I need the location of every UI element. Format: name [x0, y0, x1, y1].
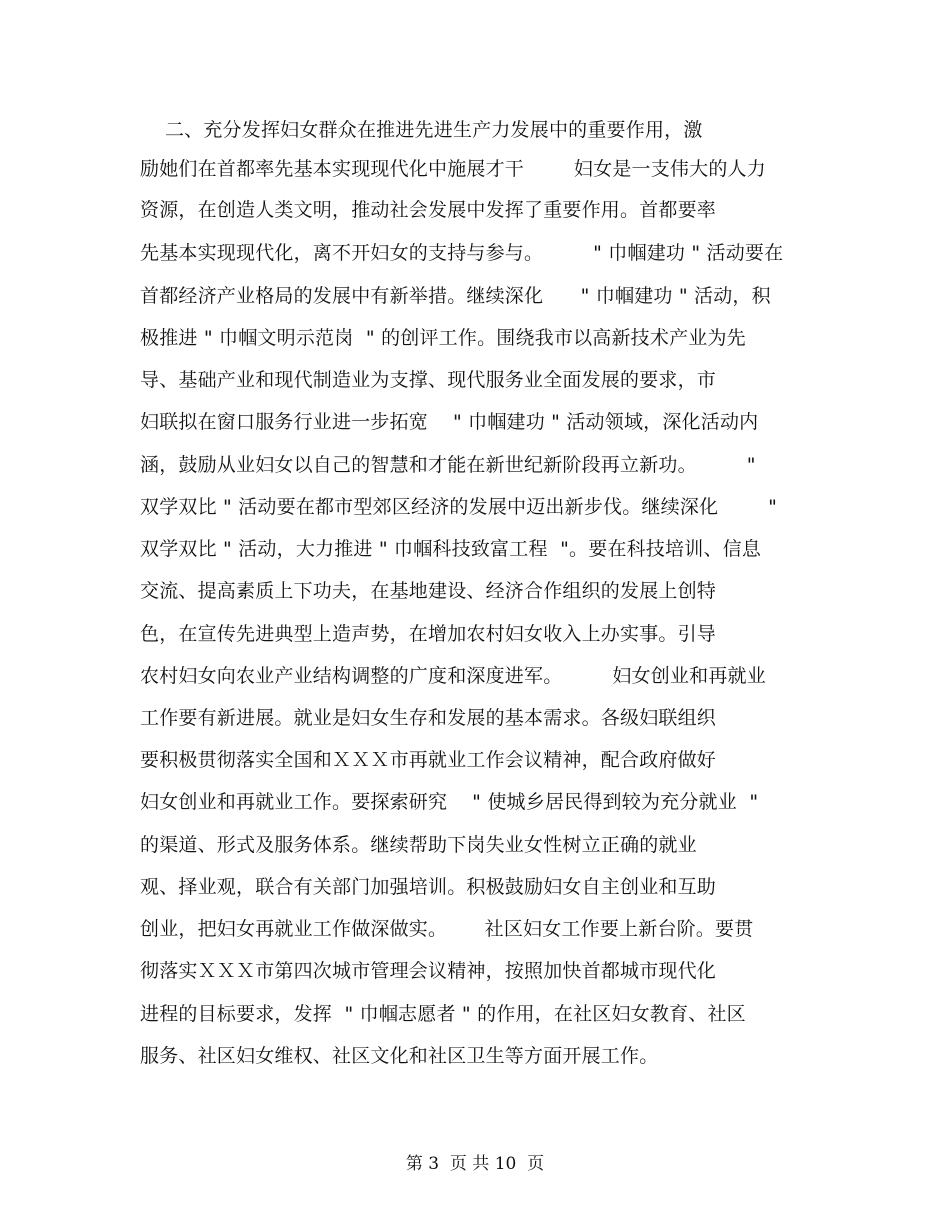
text-line: 进程的目标要求，发挥 " 巾帼志愿者 " 的作用，在社区妇女教育、社区 [140, 1003, 746, 1025]
text-line: 极推进 " 巾帼文明示范岗 " 的创评工作。围绕我市以高新技术产业为先 [140, 327, 746, 349]
text-line: 工作要有新进展。就业是妇女生存和发展的基本需求。各级妇联组织 [140, 707, 717, 729]
text-line: 二、充分发挥妇女群众在推进先进生产力发展中的重要作用，激 [140, 119, 703, 141]
text-line: 农村妇女向农业产业结构调整的广度和深度进军。 妇女创业和再就业 [140, 665, 766, 687]
text-line: 交流、提高素质上下功夫，在基地建设、经济合作组织的发展上创特 [140, 580, 717, 602]
text-line: 先基本实现现代化，离不开妇女的支持与参与。 " 巾帼建功 " 活动要在 [140, 242, 784, 264]
text-line: 双学双比 " 活动，大力推进 " 巾帼科技致富工程 "。要在科技培训、信息 [140, 538, 762, 560]
page-number-footer: 第 3 页 共 10 页 [405, 1154, 545, 1174]
text-line: 的渠道、形式及服务体系。继续帮助下岗失业女性树立正确的就业 [140, 834, 697, 856]
text-line: 励她们在首都率先基本实现现代化中施展才干 妇女是一支伟大的人力 [140, 158, 766, 180]
text-line: 双学双比 " 活动要在都市型郊区经济的发展中迈出新步伐。继续深化 " [140, 496, 778, 518]
text-line: 妇女创业和再就业工作。要探索研究 " 使城乡居民得到较为充分就业 " [140, 791, 759, 813]
text-line: 妇联拟在窗口服务行业进一步拓宽 " 巾帼建功 " 活动领域，深化活动内 [140, 411, 759, 433]
text-line: 涵，鼓励从业妇女以自己的智慧和才能在新世纪新阶段再立新功。 " [140, 454, 756, 476]
text-line: 资源，在创造人类文明，推动社会发展中发挥了重要作用。首都要率 [140, 199, 717, 221]
text-line: 创业，把妇女再就业工作做深做实。 社区妇女工作要上新台阶。要贯 [140, 918, 754, 940]
text-line: 要积极贯彻落实全国和ＸＸＸ市再就业工作会议精神，配合政府做好 [140, 749, 717, 771]
text-line: 观、择业观，联合有关部门加强培训。积极鼓励妇女自主创业和互助 [140, 876, 717, 898]
text-line: 彻落实ＸＸＸ市第四次城市管理会议精神，按照加快首都城市现代化 [140, 960, 717, 982]
text-line: 服务、社区妇女维权、社区文化和社区卫生等方面开展工作。 [140, 1045, 659, 1067]
text-line: 首都经济产业格局的发展中有新举措。继续深化 " 巾帼建功 " 活动，积 [140, 285, 771, 307]
text-line: 色，在宣传先进典型上造声势，在增加农村妇女收入上办实事。引导 [140, 623, 717, 645]
text-line: 导、基础产业和现代制造业为支撑、现代服务业全面发展的要求，市 [140, 369, 717, 391]
